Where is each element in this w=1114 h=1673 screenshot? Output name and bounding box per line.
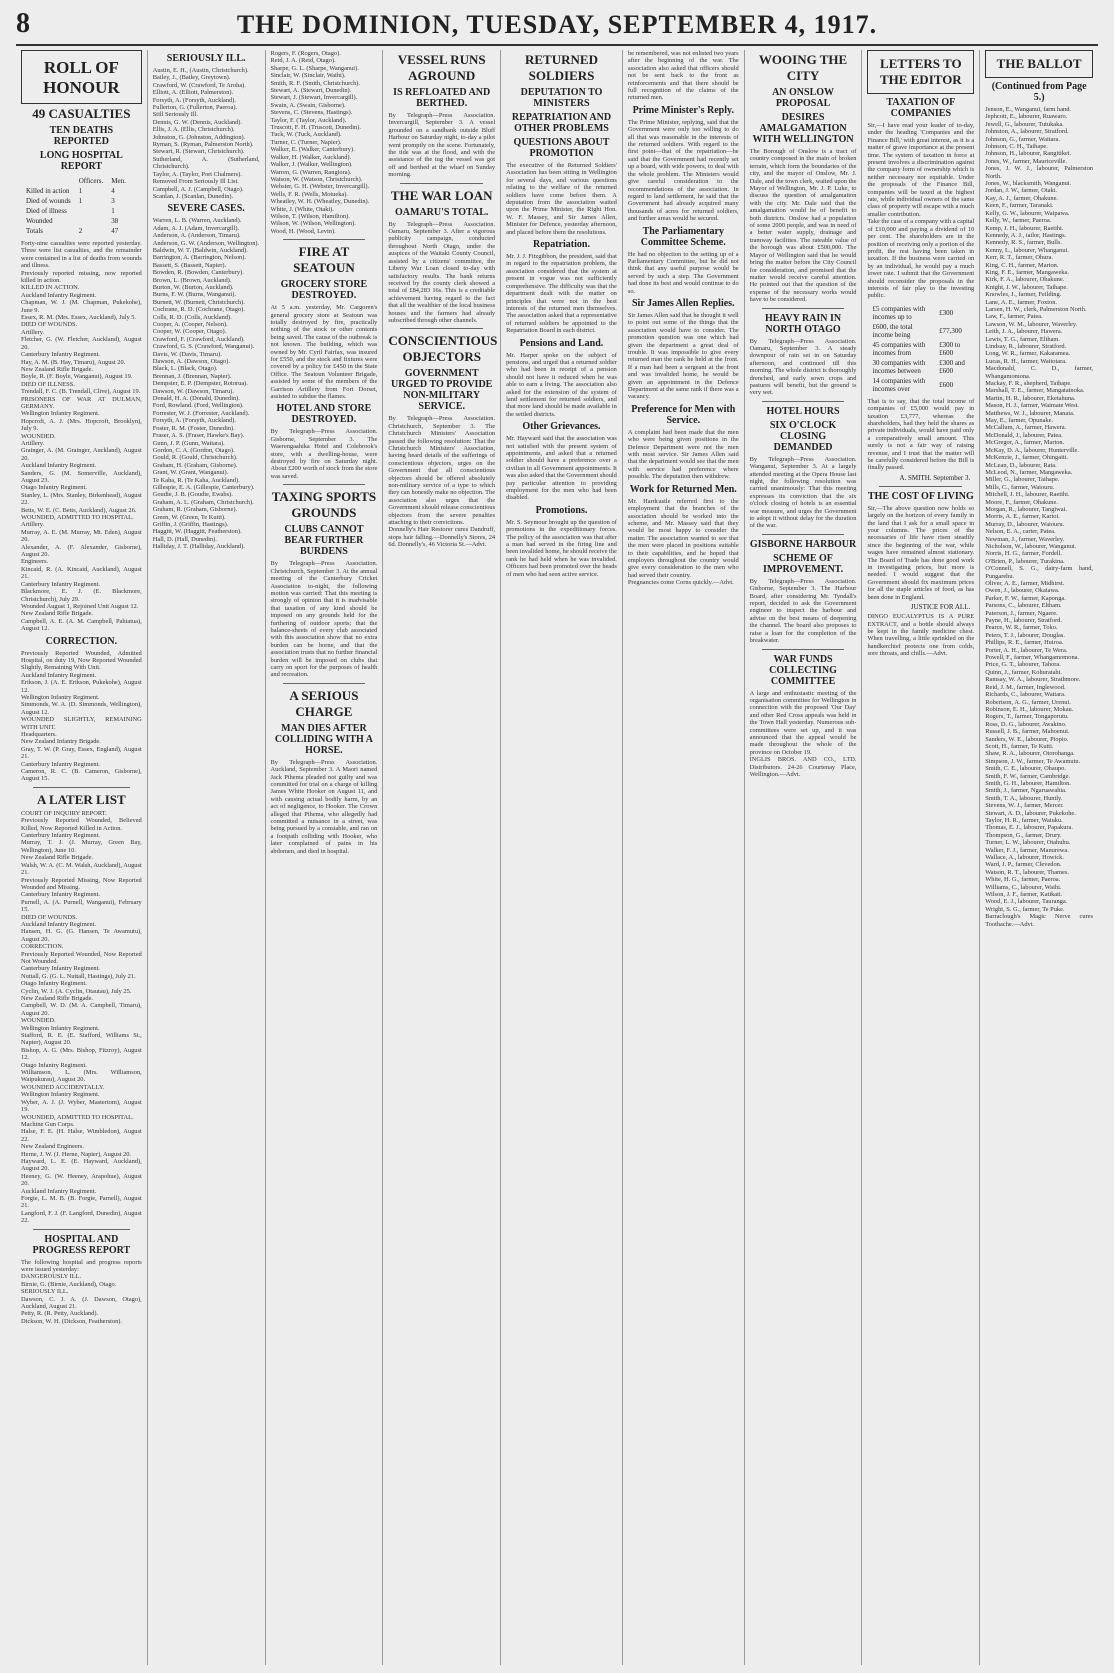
allen-heading: Sir James Allen Replies. <box>631 297 735 309</box>
inglis-ad: INGLIS BROS. AND CO., LTD. Distributors. 24-26 Courtenay Place, Wellington.—Advt. <box>749 756 859 778</box>
promotions-heading: Promotions. <box>535 504 588 516</box>
vessel-text: By Telegraph—Press Association. Invercargill, September 3. A vessel grounded on a sandbank outside Bluff Harbour on Saturday night, to-day a pilot went promptly on the scene. Fortunately, the tide was at the flood, and with the assistance of the tug the vessel was got off and berthed at the wharf on Sunday morning. <box>388 112 497 179</box>
divider <box>762 308 845 309</box>
hotel-hours-title: HOTEL HOURS <box>766 405 840 417</box>
table-header-cell: Men. <box>111 177 126 185</box>
table-cell: 2 <box>78 227 83 235</box>
war-funds-text: A large and enthusiastic meeting of the organisation committee for Wellington in connection with the proposed 'Our Day' and other Red Cross appeals was held in the Town Hall yesterday. Numerous sub-committees were set up, and it was announced that the appeal would be made throughout the whole of the province on October 19. <box>749 689 859 756</box>
table-header-cell: Officers. <box>78 177 104 185</box>
roll-header-box <box>21 50 142 104</box>
table-row <box>869 323 972 339</box>
gisborne-subtitle: SCHEME OF IMPROVEMENT. <box>763 552 844 575</box>
wooing-subtitle: AN ONSLOW PROPOSAL <box>772 87 835 109</box>
pm-reply-heading: Prime Minister's Reply. <box>632 104 734 116</box>
roll-casualties: 49 CASUALTIES <box>32 106 131 121</box>
letters-text-4: Sir,—The above question now holds so largely on the horizon of every family in the land that I ask for a small space in your columns. The prices of the necessaries of life have risen steadily since the beginning of the war, while wages have remained almost stationary. The Board of Trade has done good work in investigating prices, but more is needed. I would suggest that the Government should fix maximum prices for all the staple articles of food, as has been done in England. <box>867 504 976 601</box>
repatriation-heading: Repatriation. <box>533 239 590 251</box>
column-returned-soldiers <box>501 50 623 1665</box>
pensions-heading: Pensions and Land. <box>519 337 604 349</box>
wooing-title: WOOING THE CITY <box>758 52 848 83</box>
column-vessel <box>383 50 501 1665</box>
soldiers-cont-6: Mr. Hardcastle referred first to the employment that the branches of the association should be worked into the scheme, and Mr. Massey said that they would be most happy to consider the matter. The association wanted to see that the men were placed in positions suitable to their capabilities, and he hoped that employers throughout the country would give every consideration to the men who had served their country. <box>627 497 741 579</box>
column-fire <box>266 50 384 1665</box>
ballot-continued: (Continued from Page 5.) <box>991 81 1087 103</box>
soldiers-cont-4: Sir James Allen said that he thought it well to point out some of the things that the association would have to consider. The promotion question was one which had given the department a great deal of trouble. It was impossible to give every returned man the rank he held at the front. If a man had been a sergeant at the front and was invalided home, he would be given an appointment in the Defence Department at the same rank if there was a vacancy. <box>627 311 741 401</box>
column-roll-of-honour <box>16 50 148 1665</box>
soldiers-text-3: Mr. Harper spoke on the subject of pensions, and urged that a returned soldier who had been in receipt of a pension should not have it reduced when he was able to earn a living. The association also asked for the extension of the system of land settlement for returned soldiers, and that more land should be made available in the settled districts. <box>506 351 619 418</box>
table-cell: 38 <box>111 217 119 225</box>
table-cell <box>76 217 107 225</box>
letters-title: LETTERS TO THE EDITOR <box>879 56 962 87</box>
table-cell: 1 <box>78 187 83 195</box>
war-loan-text: By Telegraph—Press Association. Oamaru, September 3. After a vigorous publicity campaign, conducted throughout North Otago, under the auspices of the Waitaki County Council, assisted by a citizens' committee, the Liberty War Loan closed to-day with satisfactory results. The bank returns received by the county clerk showed a total of £84,283 16s. This is a creditable achievement having regard to the fact that all the wealthier of the local business houses and the farmers had already subscribed through other channels. <box>388 220 497 324</box>
nerve-ad: Barraclough's Magic Nerve cures Toothache.—Advt. <box>985 913 1095 928</box>
letter-signature: A. SMITH. September 3. <box>899 473 971 482</box>
table-cell: 14 companies with incomes over <box>872 376 926 393</box>
fire-text: At 5 a.m. yesterday, Mr. Cargoren's general grocery store at Seatoun was totally destroyed by fire, practically nothing of the stock or other contents being saved. The cause of the outbreak is not known. The building, which was owned by Mr. Cyril Fairfax, was insured for £550, and the stock and fixtures were covered by a policy for £450 in the State Office. The Seatoun Volunteer Brigade, assisted by some of the members of the Garrison Artillery from Fort Dorset, assisted to subdue the flames. <box>270 304 379 401</box>
soldiers-text-5: Mr. S. Seymour brought up the question of promotions in the expeditionary forces. The policy of the association was that after a man had served in the firing line and been invalided home, he should receive the rank he had held when he was invalided. Officers had been promoted over the heads of men who had seen active service. <box>506 518 619 578</box>
column-lists <box>148 50 266 1665</box>
later-list-title: A LATER LIST <box>37 791 126 807</box>
table-header-cell <box>23 177 74 185</box>
divider <box>762 401 845 402</box>
taxing-subtitle: CLUBS CANNOT BEAR FURTHER BURDENS <box>284 524 364 558</box>
severe-cases-text: Warren, L. B. (Warren, Auckland). Adam, A. J. (Adam, Invercargill). Anderson, A. (Anderson, Timaru). Anderson, G. W. (Anderson, Wellington). Baldwin, W. T. (Baldwin, Auckland). Barrington, A. (Barrington, Nelson). Bassett, S. (Bassett, Napier). Bowden, R. (Bowden, Canterbury). Brown, L. (Brown, Auckland). Burton, W. (Burton, Auckland). Burns, F. W. (Burns, Wanganui). Burnett, W. (Burnett, Christchurch). Cochrane, R. D. (Cochrane, Otago). Colls, R. D. (Colls, Auckland). Cooper, A. (Cooper, Nelson). Cooper, W. (Cooper, Otago). Crawford, F. (Crawford, Auckland). Crawford, G. S. (Crawford, Wanganui). Davis, W. (Davis, Timaru). Dawson, A. (Dawson, Otago). Black, L. (Black, Otago). Brennan, J. (Brennan, Napier). Dempster, E. P. (Dempster, Rotorua). Dawson, W. (Dawson, Timaru). Donald, H. A. (Donald, Dunedin). Ford, Rowland. (Ford, Wellington). Forrester, W. J. (Forrester, Auckland). Forsyth, A. (Forsyth, Auckland). Foster, R. M. (Foster, Dunedin). Fraser, A. S. (Fraser, Hawke's Bay). Gunn, J. P. (Gunn, Waitara). Gordon, C. A. (Gordon, Otago). Gould, R. (Gould, Christchurch). Graham, H. (Graham, Gisborne). Grant, W. (Grant, Wanganui). Te Kaha, R. (Te Kaha, Auckland). Gillespie, E. A. (Gillespie, Canterbury). Goudie, J. B. (Goudie, Ewabs). Graham, A. L. (Graham, Christchurch). Graham, R. (Graham, Gisborne). Green, W. (Green, Te Kuiti). Griffin, J. (Griffin, Hastings). Haggitt, W. (Haggitt, Featherston). Hall, D. (Hall, Dunedin). Halliday, J. T. (Halliday, Auckland). <box>152 217 260 551</box>
grievances-heading: Other Grievances. <box>522 421 601 433</box>
hotel-store-subtitle: HOTEL AND STORE DESTROYED. <box>276 403 372 426</box>
charge-subtitle: MAN DIES AFTER COLLIDING WITH A HORSE. <box>274 722 374 756</box>
letters-text-3: That is to say, that the total income of companies of £5,000 would pay in taxation £3,777, whereas the shareholders, had they held the shares as private individuals, would have paid only a comparatively small amount. This surely is not a fair way of raising revenue, and I trust that the matter will be carefully considered before the Bill is finally passed. <box>867 397 976 472</box>
table-cell: Killed in action <box>26 187 70 195</box>
soldiers-text-1: The executive of the Returned Soldiers' Association has been sitting in Wellington for several days, and various questions relating to the welfare of the returned soldiers have come before them. A deputation from the association waited upon the Prime Minister, the Right Hon. W. F. Massey, and Sir James Allen, Minister for Defence, yesterday afternoon, and placed before them the resolutions. <box>506 162 619 236</box>
soldiers-cont-2: The Prime Minister, replying, said that the Government were only too willing to do all that was reasonable in the interests of the returned soldiers. With regard to the first point—that of the repatriation—he said that the Government had recently set up a board, with wide powers, to deal with the whole problem. The Ministers would give careful consideration to the recommendations of the association. In regard to land settlement, he said that the Government had already acquired many thousands of acres for returned soldiers, and further areas would be secured. <box>627 118 741 223</box>
letter-signature-2: JUSTICE FOR ALL. <box>910 603 971 612</box>
returned-soldiers-title: RETURNED SOLDIERS <box>525 52 598 83</box>
objectors-title: CONSCIENTIOUS OBJECTORS <box>388 333 498 365</box>
soldiers-text-2: Mr. J. J. Fitzgibbon, the president, said that in regard to the repatriation problem, the association considered that the system at present in vogue was not sufficiently comprehensive. The difficulty was that the department dealt with the matter on principles that were not in the best interests of the returned men themselves. The association asked that a representative of returned soldiers be appointed to the Repatriation Board in each district. <box>506 253 619 335</box>
letters-text-1: Sir,—I have read your leader of to-day, under the heading 'Companies and the Finance Bill,' with great interest, as it is a matter of grave importance at the present time. The system of taxation in force at present involves a discrimination against the company form of ownership which is neither necessary nor equitable. Under the proposals of the Finance Bill, companies will be taxed at the highest rate, while individual owners of the same class of property will escape with a much smaller contribution. <box>867 122 976 218</box>
vessel-subtitle: IS REFLOATED AND BERTHED. <box>393 87 491 109</box>
severe-cases-title: SEVERE CASES. <box>167 203 245 215</box>
newspaper-title: THE DOMINION, TUESDAY, SEPTEMBER 4, 1917. <box>236 10 878 39</box>
roll-list: LONG HOSPITAL REPORT <box>39 150 123 172</box>
column-soldiers-continued <box>623 50 745 1665</box>
roll-correction: CORRECTION. <box>45 635 118 647</box>
divider <box>400 183 483 184</box>
divider <box>33 787 130 788</box>
table-row <box>869 359 972 375</box>
roll-deaths: TEN DEATHS REPORTED <box>49 125 114 147</box>
table-cell: £300 and £600 <box>939 358 965 375</box>
objectors-subtitle: GOVERNMENT URGED TO PROVIDE NON-MILITARY SERVICE. <box>391 368 493 413</box>
charge-text: By Telegraph—Press Association. Auckland, September 3. A Maori named Jack Pihema pleaded not guilty and was committed for trial on a charge of killing James White Hooker on August 11, and with causing actual bodily harm, by an act of negligence, to Hooker. The Crown alleged that Pihema, who allegedly had committed a nuisance in a street, was being pursued by a constable, and ran on a footpath colliding with Hooker, who later complained of pains in his abdomen, and died in hospital. <box>270 758 379 855</box>
cost-of-living-title: THE COST OF LIVING <box>867 490 974 502</box>
ballot-title: THE BALLOT <box>996 56 1082 71</box>
roll-text-3: COURT OF INQUIRY REPORT. Previously Reported Wounded, Believed Killed, Now Reported Killed in Action. Canterbury Infantry Regiment. Murray, T. J. (J. Murray, Green Bay, Wellington), June 10. New Zealand Rifle Brigade. Walsh, W. A. (C. M. Walsh, Auckland), August 21. Previously Reported Missing, Now Reported Wounded and Missing. Canterbury Infantry Regiment. Purnell, A. (A. Purnell, Wanganui), February 15. DIED OF WOUNDS. Auckland Infantry Regiment. Hansen, H. G. (G. Hansen, Te Awamutu), August 20. CORRECTION. Previously Reported Wounded, Now Reported Not Wounded. Canterbury Infantry Regiment. Nuttall, G. (G. L. Nuttall, Hastings), July 21. Otago Infantry Regiment. Cyclin, W. J. (A. Cyclin, Otautau), July 25. New Zealand Rifle Brigade. Campbell, W. D. (M. A. Campbell, Timaru), August 20. WOUNDED. Wellington Infantry Regiment. Stafford, R. E. (E. Stafford, Williams St., Napier), August 20. Bishop, A. G. (Mrs. Bishop, Fitzroy), August 12. Otago Infantry Regiment. Williamson, L. (Mrs. Williamson, Waipukurau), August 20. WOUNDED ACCIDENTALLY. Wellington Infantry Regiment. Wyber, A. J. (J. Wyber, Mastertom), August 19. WOUNDED, ADMITTED TO HOSPITAL. Machine Gun Corps. Halse, F. E. (H. Halse, Wimbledon), August 22. New Zealand Engineers. Herne, J. W. (J. Herne, Napier), August 20. Hayward, L. E. (E. Hayward, Auckland), August 20. Heeney, G. (W. Heeney, Arapohue), August 20. Auckland Infantry Regiment. Forgie, L. M. B. (B. Forgie, Parnell), August 21. Langford, F. J. (F. Langford, Dunedin), August 22. <box>21 809 142 1225</box>
soldiers-cont-5: A complaint had been made that the men who were being given positions in the Defence Department were not the men with most service. Sir James Allen said that the department would see that the men with service had preference where possible. The deputation then withdrew. <box>627 428 741 481</box>
eucalyptus-ad: DINGO EUCALYPTUS IS A PURE EXTRACT, and a bottle should always be kept in the family medicine chest. When travelling, a little sprinkled on the handkerchief protects one from colds, sore throats, and chills.—Advt. <box>867 613 976 658</box>
war-loan-subtitle: OAMARU'S TOTAL. <box>395 206 489 218</box>
divider <box>33 1229 130 1230</box>
ballot-header-box <box>985 50 1093 78</box>
fire-subtitle: GROCERY STORE DESTROYED. <box>280 279 368 302</box>
deputation-subtitle: DEPUTATION TO MINISTERS <box>520 87 603 109</box>
table-cell: 4 <box>111 187 115 195</box>
parliamentary-heading: The Parliamentary Committee Scheme. <box>640 225 726 248</box>
page-number: 8 <box>16 8 30 39</box>
divider <box>283 683 366 684</box>
gisborne-title: GISBORNE HARBOUR <box>749 538 857 550</box>
seriously-ill-title: SERIOUSLY ILL. <box>166 53 246 64</box>
table-row <box>23 197 129 205</box>
table-cell: £300 <box>939 308 954 317</box>
table-cell: £77,300 <box>939 326 962 335</box>
table-cell: £600 <box>939 380 954 389</box>
table-cell: £300 to £600 <box>939 340 961 357</box>
columns <box>16 50 1098 1665</box>
names-continued: Rogers, F. (Rogers, Otago). Reid, J. A. (Reid, Otago). Sharpe, G. L. (Sharpe, Wanganui). Sinclair, W. (Sinclair, Waihi). Smith, R. F. (Smith, Christchurch). Stewart, A. (Stewart, Dunedin). Stewart, J. (Stewart, Invercargill). Swain, A. (Swain, Gisborne). Stevens, C. (Stevens, Hastings). Taylor, F. (Taylor, Auckland). Truscott, F. H. (Truscott, Dunedin). Tuck, W. (Tuck, Auckland). Turner, C. (Turner, Napier). Walker, E. (Walker, Canterbury). Walker, H. (Walker, Auckland). Walker, J. (Walker, Wellington). Warren, G. (Warren, Rangiora). Watson, W. (Watson, Christchurch). Webster, G. H. (Webster, Invercargill). Wells, F. R. (Wells, Motueka). Wheatley, W. H. (Wheatley, Dunedin). White, J. (White, Otaki). Wilson, T. (Wilson, Hamilton). Wilson, W. (Wilson, Wellington). Wood, H. (Wood, Levin). <box>270 50 370 235</box>
soldiers-cont-1: be remembered, was not enlisted two years after the beginning of the war. The association also asked that officers should not be sent back to the front as reinforcements and that there should be full recognition of the claims of the returned men. <box>627 50 741 102</box>
hotel-hours-text: By Telegraph—Press Association. Wanganui, September 3. At a largely attended meeting at the Opera House last night, the following resolution was carried unanimously: That this meeting expresses its conviction that the six o'clock closing of hotels is an essential war measure, and urges the Government to adopt it without delay for the duration of the war. <box>749 455 859 530</box>
table-cell: 1 <box>111 207 115 215</box>
company-income-table <box>867 303 974 395</box>
hotel-store-text: By Telegraph—Press Association. Gisborne, September 3. The Waerengaahika Hotel and Colebrook's store, with a dwelling-house, were destroyed by fire on Saturday night. About £200 worth of stock from the store was saved. <box>270 428 379 480</box>
charge-title: A SERIOUS CHARGE <box>289 687 359 719</box>
column-letters <box>862 50 980 1665</box>
heavy-rain-title: HEAVY RAIN IN NORTH OTAGO <box>764 312 842 335</box>
table-row <box>869 377 972 393</box>
column-ballot <box>980 50 1098 1665</box>
soldiers-cont-3: He had no objection to the setting up of a Parliamentary Committee, but he did not think that any useful purpose would be served by such a step. The Government had done its best and would continue to do so. <box>627 250 741 295</box>
table-cell: Totals <box>26 227 44 235</box>
wooing-subtitle-2: DESIRES AMALGAMATION WITH WELLINGTON <box>752 112 854 145</box>
table-row <box>869 305 972 321</box>
table-header-row <box>23 177 129 185</box>
roll-text-1: Forty-nine casualties were reported yesterday. Three were list casualties, and the remainder were contained in a list of deaths from wounds and illness. Previously reported missing, now reported killed in action. KILLED IN ACTION. Auckland Infantry Regiment. Chapman, W. J. (M. Chapman, Pukekohe), June 9. Essex, R. M. (Mrs. Essex, Auckland), July 5. DIED OF WOUNDS. Artillery. Fletcher, G. (W. Fletcher, Auckland), August 20. Canterbury Infantry Regiment. Hay, A. M. (B. Hay, Timaru), August 20. New Zealand Rifle Brigade. Boyle, R. (F. Boyle, Wanganui), August 19. DIED OF ILLNESS. Trendall, F. C. (B. Trendall, Clive), August 19. PRISONERS OF WAR AT DULMAN, GERMANY. Wellington Infantry Regiment. Hopcroft, A. J. (Mrs. Hopcroft, Brooklyn), July 9. WOUNDED. Artillery. Grainger, A. (M. Grainger, Auckland), August 20. Auckland Infantry Regiment. Sanders, G. (M. Somerville, Auckland), August 23. Otago Infantry Regiment. Stanley, L. (Mrs. Stanley, Birkenhead), August 22. Betts, W. E. (C. Betts, Auckland), August 26. WOUNDED, ADMITTED TO HOSPITAL. Artillery. Murray, A. E. (M. Murray, Mt. Eden), August 20. Alexander, A. (F. Alexander, Gisborne), August 20. Engineers. Kincaid, R. (A. Kincaid, Auckland), August 21. Canterbury Infantry Regiment. Blackmore, E. J. (E. Blackmore, Christchurch), July 29. Wounded August 1, Rejoined Unit August 12. New Zealand Rifle Brigade. Campbell, A. E. (A. M. Campbell, Pahiatua), August 12. <box>21 240 142 633</box>
roll-text-2: Previously Reported Wounded, Admitted Hospital, on duty 19, Now Reported Wounded Slightly, Remaining With Unit. Auckland Infantry Regiment. Erikson, J. (A. E. Erikson, Pukekohe), August 12. Wellington Infantry Regiment. Simmonds, W. A. (D. Simmonds, Wellington), August 12. WOUNDED SLIGHTLY, REMAINING WITH UNIT. Headquarters. New Zealand Infantry Brigade. Gray, T. W. (P. Gray, Essex, England), August 21. Canterbury Infantry Regiment. Cameron, R. C. (B. Cameron, Gisborne), August 15. <box>21 649 142 783</box>
divider <box>283 239 366 240</box>
war-funds-title: WAR FUNDS COLLECTING COMMITTEE <box>769 653 837 687</box>
table-cell <box>76 207 107 215</box>
table-row <box>23 217 129 225</box>
vessel-title: VESSEL RUNS AGROUND <box>397 52 486 83</box>
taxing-title: TAXING SPORTS GROUNDS <box>271 489 377 521</box>
table-cell: 1 <box>78 197 83 205</box>
table-cell: 45 companies with incomes from <box>872 340 926 357</box>
ballot-list: Jenson, E., Wanganui, farm hand. Jephcott, E., labourer, Ruawaro. Jewell, G., labourer, Tutukaka. Johnston, A., labourer, Stratford. Johnson, G., farmer, Waitara. Johnson, C. H., Taihape. Johnson, H., labourer, Rangitikei. Jones, W., farmer, Mauriceville. Jones, J. W. J., labourer, Palmerston North. Jones, W., blacksmith, Wanganui. Jordan, J. W., farmer, Otaki. Kay, A. J., farmer, Ohakune. Keen, F., farmer, Taranaki. Kelly, G. W., labourer, Waipawa. Kelly, W., farmer, Paeroa. Kemp, J. H., labourer, Raetihi. Kennedy, A. J., tailor, Hastings. Kennedy, R. S., farmer, Bulls. Kenny, L., labourer, Whanganui. Kerr, R. T., farmer, Ohura. King, C. H., farmer, Marton. King, F. E., farmer, Mangaweka. Kirk, F. A., labourer, Ohakune. Knight, J. W., labourer, Taihape. Knowles, J., farmer, Feilding. Lane, A. E., farmer, Foxton. Larsen, H. W., clerk, Palmerston North. Law, F., farmer, Patea. Lawson, W. M., labourer, Waverley. Leith, J. A., labourer, Hawera. Lewis, T. G., farmer, Eltham. Lindsay, R., labourer, Stratford. Long, W. R., farmer, Kakaramea. Lucas, R. H., farmer, Waitotara. Macdonald, C. D., farmer, Whangamomona. Mackay, F. R., shepherd, Taihape. Marshall, T. E., farmer, Mangatainoka. Martin, H. R., labourer, Eketahuna. Mason, H. J., farmer, Waimate West. Matthews, W. J., labourer, Manaia. May, E., farmer, Opunake. McCallum, A., farmer, Hawera. McDonald, J., labourer, Patea. McGregor, A., farmer, Marton. McKay, D. A., labourer, Hunterville. McKenzie, J., farmer, Ohingaiti. McLean, D., labourer, Rata. McLeod, N., farmer, Mangaweka. Miller, G., labourer, Taihape. Mills, C., farmer, Waiouru. Mitchell, J. H., labourer, Raetihi. Moore, F., farmer, Ohakune. Morgan, R., labourer, Tangiwai. Morris, A. E., farmer, Karioi. Murray, D., labourer, Waiouru. Nelson, E. A., carter, Patea. Newman, J., farmer, Waverley. Nicholson, W., labourer, Wanganui. Norris, H. G., farmer, Fordell. O'Brien, P., labourer, Turakina. O'Connell, S. G., dairy-farm hand, Pungarehu. Oliver, A. E., farmer, Midhirst. Owen, J., labourer, Okaiawa. Parker, F. W., farmer, Kaponga. Parsons, C., labourer, Eltham. Paterson, J., farmer, Ngaere. Payne, H., labourer, Stratford. Pearce, W. R., farmer, Toko. Peters, T. J., labourer, Douglas. Phillips, R. E., farmer, Huiroa. Porter, A. H., labourer, Te Wera. Powell, F., farmer, Whangamomona. Price, G. T., labourer, Tahora. Quinn, J., farmer, Kohuratahi. Ramsay, W. A., labourer, Strathmore. Reid, J. M., farmer, Inglewood. Richards, C., labourer, Waitara. Robertson, A. G., farmer, Urenui. Robinson, E. H., labourer, Mokau. Rogers, T., farmer, Tongaporutu. Ross, D. G., labourer, Awakino. Russell, J. B., farmer, Mahoenui. Sanders, W. E., labourer, Piopio. Scott, H., farmer, Te Kuiti. Shaw, R. A., labourer, Otorohanga. Simpson, J. W., farmer, Te Awamutu. Smith, C. E., labourer, Ohaupo. Smith, F. W., farmer, Cambridge. Smith, G. H., labourer, Hamilton. Smith, J., farmer, Ngaruawahia. Smith, T. A., labourer, Huntly. Stevens, W. J., farmer, Mercer. Stewart, A. D., labourer, Pukekohe. Taylor, H. R., farmer, Waiuku. Thomas, E. J., labourer, Papakura. Thompson, G., farmer, Drury. Turner, L. W., labourer, Otahuhu. Walker, F. J., farmer, Manurewa. Wallace, A., labourer, Howick. Ward, J. P., farmer, Clevedon. Watson, R. T., labourer, Thames. White, H. G., farmer, Paeroa. Williams, C., labourer, Waihi. Wilson, J. F., farmer, Katikati. Wood, E. J., labourer, Tauranga. Wright, S. G., farmer, Te Puke. <box>985 106 1093 913</box>
corns-ad: Pregnancies come Corns quickly.—Advt. <box>627 579 734 587</box>
roll-title: ROLL OF HONOUR <box>43 58 120 97</box>
gisborne-text: By Telegraph—Press Association. Gisborne, September 3. The Harbour Board, after considering Mr. Tyndall's report, decided to ask the Government engineer to inspect the harbour and advise on the best means of deepening the channel. The board also proposes to raise a loan for the completion of the breakwater. <box>749 577 859 645</box>
column-wooing <box>745 50 863 1665</box>
work-heading: Work for Returned Men. <box>629 483 737 495</box>
divider <box>283 484 366 485</box>
letters-header-box <box>867 50 974 94</box>
divider <box>879 486 962 487</box>
table-cell: 3 <box>111 197 115 205</box>
heavy-rain-text: By Telegraph—Press Association. Oamaru, September 3. A steady downpour of rain set in on Saturday afternoon, and continued till this morning. The whole district is thoroughly drenched, and early sown crops and pastures will benefit, but the ground is very wet. <box>749 337 859 397</box>
roll-text-4: The following hospital and progress reports were issued yesterday: DANGEROUSLY ILL. Birnie, G. (Birnie, Auckland), Otago. SERIOUSLY ILL. Dawson, C. J. A. (J. Dawson, Otago), Auckland, August 21. Petty, R. (R. Petty, Auckland). Dickson, W. H. (Dickson, Featherston). <box>21 1258 142 1325</box>
repatriation-subtitle: REPATRIATION AND OTHER PROBLEMS <box>511 112 612 134</box>
table-row <box>23 207 129 215</box>
table-cell: 47 <box>111 227 119 235</box>
divider <box>762 649 845 650</box>
table-row <box>869 341 972 357</box>
hair-restorer-ad: Donnelly's Hair Restorer cures Dandruff, stops hair falling.—Donnelly's Stores, 24 6d. Donnelly's, 46 Victoria St.—Advt. <box>388 526 497 549</box>
masthead <box>16 6 1098 46</box>
war-loan-title: THE WAR LOAN <box>390 187 493 203</box>
table-cell: £5 companies with incomes up to <box>872 304 926 321</box>
letters-text-2: Take the case of a company with a capital of £10,000 and paying a dividend of 10 per cent. The shareholders are in the position of receiving only a portion of the profit, the rest having been taken in taxation. If the business were carried on by an individual, he would pay a much lower rate. I submit that the Government should reconsider the proposals in the interests of fair play to the investing public. <box>867 218 976 300</box>
hotel-hours-subtitle: SIX O'CLOCK CLOSING DEMANDED <box>769 419 837 453</box>
hospital-title: HOSPITAL AND PROGRESS REPORT <box>32 1233 131 1256</box>
soldiers-text-4: Mr. Hayward said that the association was not satisfied with the present system of appointments, and asked that a returned soldier should have a preference over a civilian in all Government appointments. It was also asked that the Government should pay particular attention to providing employment for the men who had been disabled. <box>506 435 619 502</box>
fire-title: FIRE AT SEATOUN <box>293 244 355 276</box>
taxation-title: TAXATION OF COMPANIES <box>886 97 956 119</box>
table-cell: 30 companies with incomes between <box>872 358 926 375</box>
table-cell: £600, the total income being <box>872 322 913 339</box>
promotion-subtitle: QUESTIONS ABOUT PROMOTION <box>513 137 610 159</box>
table-cell: Died of wounds <box>26 197 71 205</box>
divider <box>400 328 483 329</box>
divider <box>762 534 845 535</box>
preference-heading: Preference for Men with Service. <box>631 403 736 426</box>
casualty-table <box>21 175 131 237</box>
table-row <box>23 227 129 235</box>
wooing-text: The Borough of Onslow is a tract of country composed in the main of broken terrain, which form the boundaries of the city, and the mayor of Onslow, Mr. J. Dale, and the town clerk, waited upon the Mayor of Wellington, Mr. J. P. Luke, to discuss the question of amalgamation with the city. Mr. Dale said that the amalgamation would be of benefit to both districts. Onslow had a population of some 2000 people, and was in need of a better water supply, drainage and tramway facilities. The rateable value of the borough was about £500,000. The Mayor of Wellington said that he would bring the matter before the City Council for consideration, and promised that the matter would receive careful attention. He pointed out that the question of the expense of the necessary works would have to be considered. <box>749 148 859 304</box>
seriously-ill-text: Austin, E. H., (Austin, Christchurch). Bailey, J., (Bailey, Greytown). Crawford, W. (Crawford, Te Aroha). Elliott, A. (Elliott, Palmerston). Forsyth, A. (Forsyth, Auckland). Fullerton, G. (Fullerton, Paeroa). Still Seriously Ill. Dennis, G. W. (Dennis, Auckland). Ellis, J. A. (Ellis, Christchurch). Johnston, G. (Johnston, Addington). Ryman, S. (Ryman, Palmerston North). Stewart, R. (Stewart, Christchurch). Sutherland, A. (Sutherland, Christchurch). Taylor, A. (Taylor, Port Chalmers). Removed From Seriously Ill List. Campbell, A. J. (Campbell, Otago). Scanlan, J. (Scanlan, Dunedin). <box>152 67 260 200</box>
table-cell: Wounded <box>26 217 53 225</box>
table-cell: Died of illness <box>26 207 67 215</box>
taxing-text: By Telegraph—Press Association. Christchurch, September 3. At the annual meeting of the Canterbury Cricket Association to-night, the following motion was carried: That this meeting is strongly of opinion that it is inadvisable that taxation of any kind should be imposed on any grounds held for the furthering of outdoor sports; that the balance-sheets of every club associated with this association show that no extra burden can be borne, and that the association trusts that no further financial burden will be imposed on clubs that carry on sport for the purposes of health and recreation. <box>270 560 379 679</box>
table-row <box>23 187 129 195</box>
objectors-text: By Telegraph—Press Association. Christchurch, September 3. The Christchurch Ministers' Association passed the following resolution: That the Christchurch Ministers' Association, having heard details of the sufferings of conscientious objectors, urges on the Government that all conscientious objectors should be offered absolutely non-military service of a type to which they can honestly make no objection. The association also urges that the Government should release conscientious objectors from the severe penalties attaching to their convictions. <box>388 415 497 527</box>
